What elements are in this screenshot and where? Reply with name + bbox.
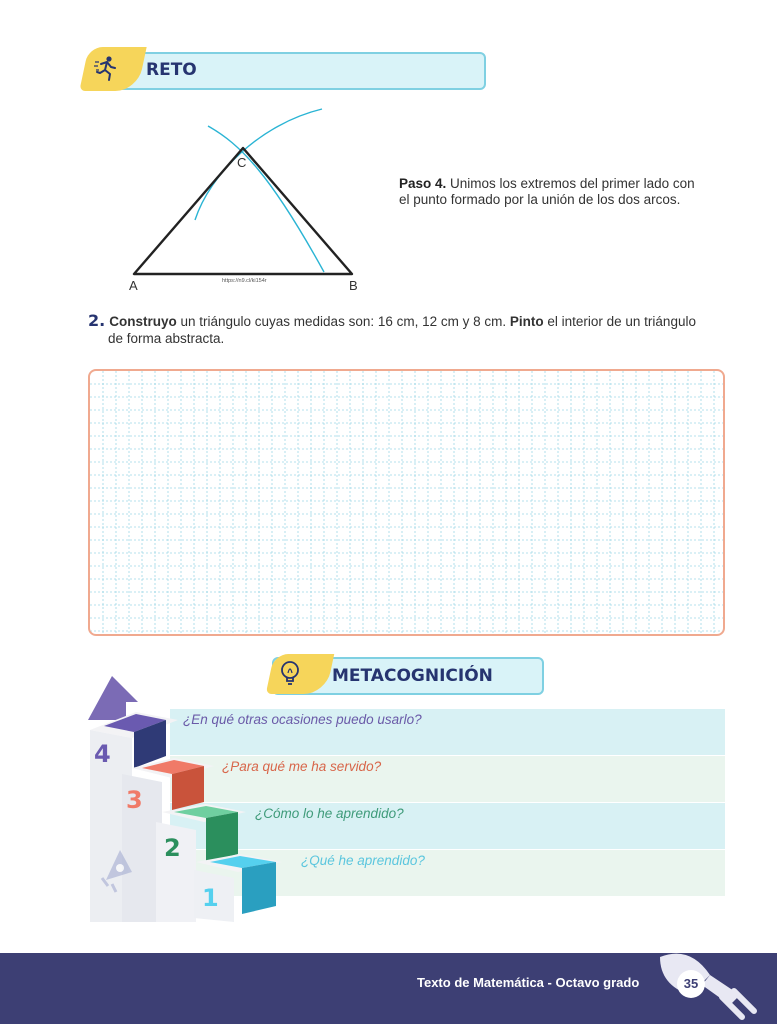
vertex-c-label: C [237, 155, 247, 170]
step-4-text [399, 176, 699, 208]
meta-question-usarlo: ¿En qué otras ocasiones puedo usarlo? [183, 712, 422, 727]
grid-lines [90, 371, 723, 634]
page-number: 35 [677, 970, 705, 998]
step-label-2: 2 [164, 834, 181, 862]
meta-question-aprendido-como: ¿Cómo lo he aprendido? [255, 806, 404, 821]
step-4-description: Unimos los extremos del primer lado con el punto formado por la unión de los dos arcos. [399, 176, 695, 207]
step-label-4: 4 [94, 740, 111, 768]
vertex-b-label: B [349, 278, 358, 293]
source-url: https://n9.cl/ki154r [222, 278, 267, 284]
question-text-1: un triángulo cuyas medidas son: 16 cm, 12 cm y 8 cm. [176, 314, 510, 329]
vertex-a-label: A [129, 278, 138, 293]
step-label-3: 3 [126, 786, 143, 814]
question-text-2: el interior de un triángulo [543, 314, 696, 329]
reto-title: RETO [146, 60, 197, 80]
runner-icon [92, 54, 120, 82]
metacognicion-title: METACOGNICIÓN [332, 666, 493, 686]
verb-pinto: Pinto [509, 314, 544, 329]
footer-rocket-icon [650, 945, 760, 1024]
step-label-1: 1 [202, 884, 219, 912]
drawing-grid[interactable] [88, 369, 725, 636]
question-number: 2. [88, 311, 106, 330]
question-text-3: de forma abstracta. [108, 331, 225, 346]
step-4-label: Paso 4. [399, 176, 447, 191]
verb-construyo: Construyo [109, 314, 177, 329]
triangle-figure [120, 104, 370, 300]
stairs-illustration [86, 672, 286, 922]
meta-question-servido: ¿Para qué me ha servido? [222, 759, 382, 774]
meta-question-aprendido-que: ¿Qué he aprendido? [301, 853, 425, 868]
arrow-up-icon [88, 676, 138, 720]
question-2 [88, 312, 738, 347]
footer-book-title: Texto de Matemática - Octavo grado [417, 975, 640, 990]
